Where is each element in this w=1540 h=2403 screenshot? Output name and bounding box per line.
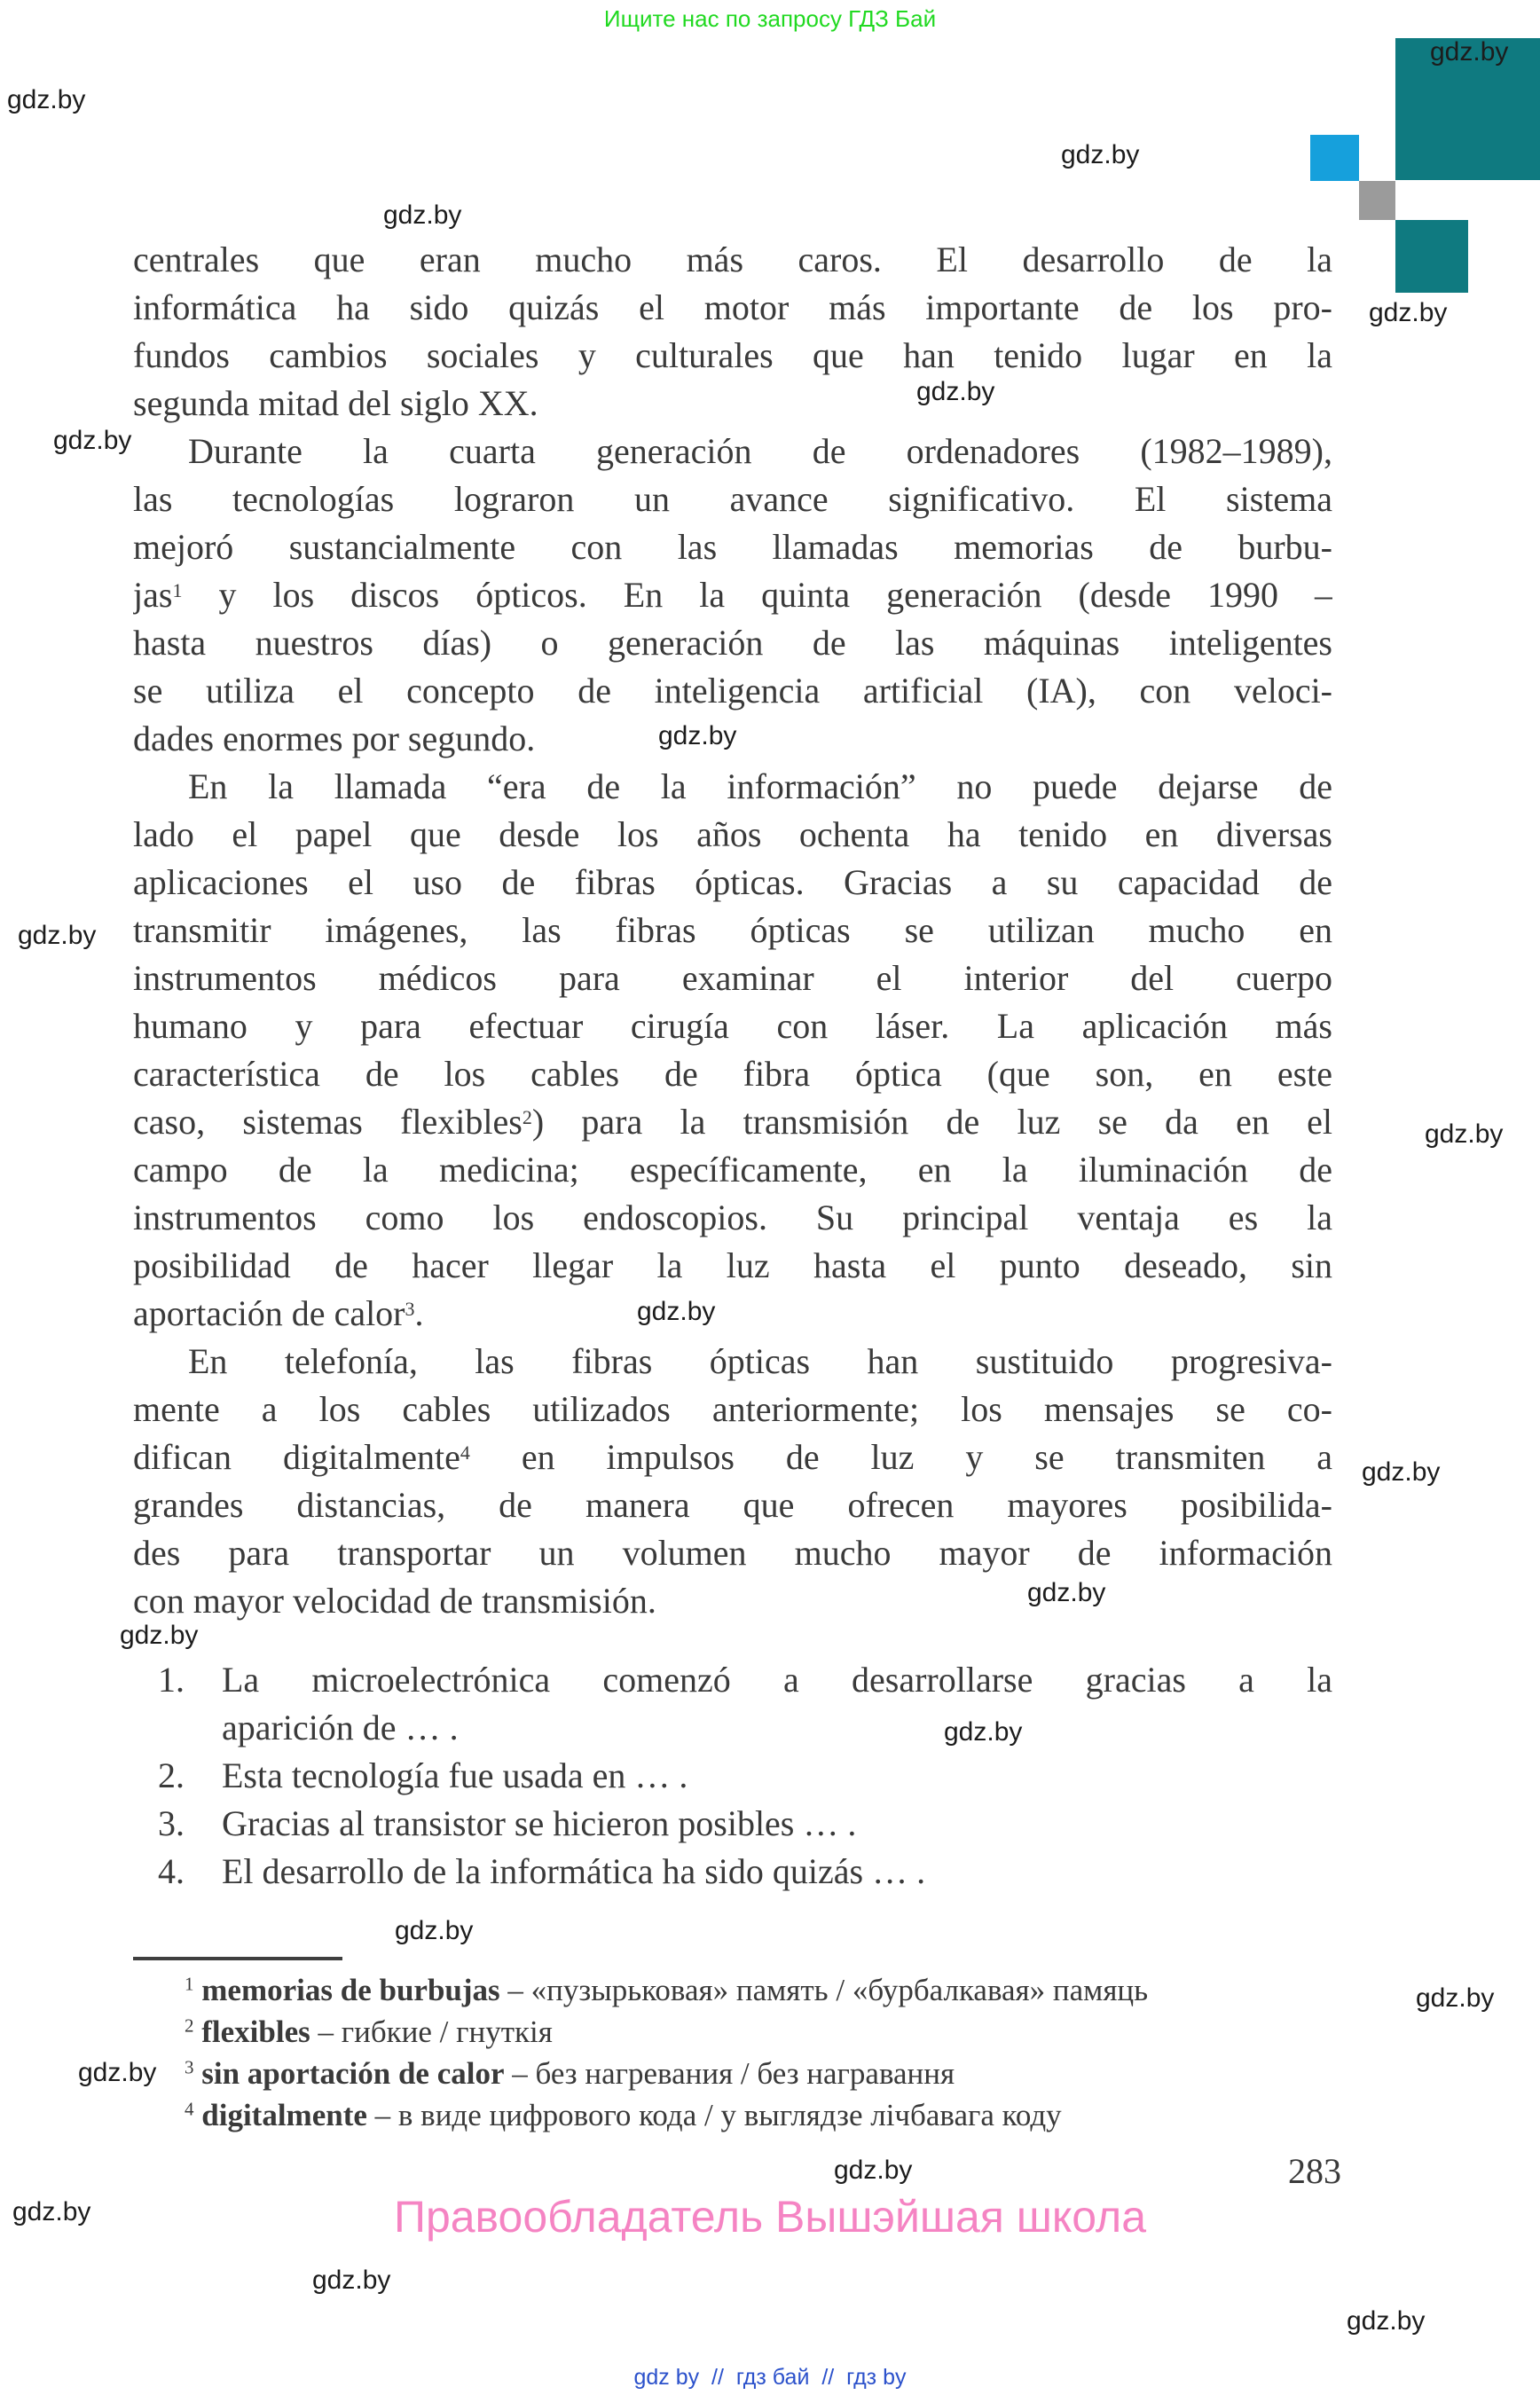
text-line: caso, sistemas flexibles$^2$) para la transmisión de luz se da en el [133, 1102, 1332, 1142]
watermark: gdz.by [1425, 1119, 1504, 1149]
text-column [133, 236, 1332, 1896]
list-item-text: Gracias al transistor se hicieron posibles … . [222, 1803, 857, 1843]
text-line: las tecnologías lograron un avance significativo. El sistema [133, 479, 1332, 519]
text-line: jas$^1$ y los discos ópticos. En la quinta generación (desde 1990 – [133, 575, 1332, 615]
list-item-text: El desarrollo de la informática ha sido quizás … . [222, 1851, 926, 1891]
footnote: $^4$ digitalmente – в виде цифрового кода / у выглядзе лічбавага коду [185, 2098, 1062, 2132]
footnote: $^1$ memorias de burbujas – «пузырьковая» память / «бурбалкавая» памяць [185, 1973, 1149, 2007]
text-line: característica de los cables de fibra óptica (que son, en este [133, 1054, 1332, 1094]
watermark: gdz.by [7, 85, 86, 114]
footnotes-list [133, 1969, 1332, 2136]
list-item-number: 2. [158, 1755, 185, 1795]
list-item-text: La microelectrónica comenzó a desarrollarse gracias a la [222, 1660, 1332, 1700]
text-line: hasta nuestros días) o generación de las máquinas inteligentes [133, 623, 1332, 663]
list-item-line [133, 1704, 1332, 1752]
text-line: transmitir imágenes, las fibras ópticas se utilizan mucho en [133, 910, 1332, 950]
text-line: En la llamada “era de la información” no puede dejarse de [188, 766, 1332, 806]
watermark: gdz.by [78, 2058, 157, 2087]
list-item-line [133, 1656, 1332, 1704]
list-item-number: 3. [158, 1803, 185, 1843]
text-line: segunda mitad del siglo XX. [133, 383, 538, 423]
text-line: instrumentos como los endoscopios. Su principal ventaja es la [133, 1198, 1332, 1237]
text-line: centrales que eran mucho más caros. El desarrollo de la [133, 240, 1332, 279]
text-line: mejoró sustancialmente con las llamadas memorias de burbu- [133, 527, 1332, 567]
watermark: gdz.by [12, 2197, 91, 2226]
text-line: aportación de calor$^3$. [133, 1293, 424, 1333]
list-item-number: 1. [158, 1660, 185, 1700]
list-item-text: aparición de … . [222, 1708, 459, 1747]
footnote: $^3$ sin aportación de calor – без нагревания / без награвання [185, 2056, 955, 2091]
text-line: grandes distancias, de manera que ofrecen mayores posibilida- [133, 1485, 1332, 1525]
text-line: humano y para efectuar cirugía con láser. La aplicación más [133, 1006, 1332, 1046]
text-line: Durante la cuarta generación de ordenadores (1982–1989), [188, 431, 1332, 471]
footer-links[interactable]: gdz by // гдз бай // гдз by [633, 2365, 907, 2390]
watermark: gdz.by [1027, 1578, 1106, 1607]
watermark: gdz.by [120, 1621, 199, 1650]
watermark: gdz.by [383, 200, 462, 230]
text-line: mente a los cables utilizados anteriormente; los mensajes se co- [133, 1389, 1332, 1429]
watermark: gdz.by [53, 426, 132, 455]
list-item-line [133, 1752, 1332, 1800]
watermark: gdz.by [916, 377, 995, 406]
footnote: $^2$ flexibles – гибкие / гнуткія [185, 2014, 553, 2049]
footnote-rule [133, 1957, 342, 1960]
watermark: gdz.by [1416, 1983, 1495, 2013]
watermark: gdz.by [1061, 140, 1140, 169]
text-line: En telefonía, las fibras ópticas han sustituido progresiva- [188, 1341, 1332, 1381]
watermark: gdz.by [18, 921, 97, 950]
text-line: posibilidad de hacer llegar la luz hasta el punto deseado, sin [133, 1245, 1332, 1285]
text-line: lado el papel que desde los años ochenta ha tenido en diversas [133, 814, 1332, 854]
list-item-line [133, 1800, 1332, 1848]
decor-gray-block [1359, 181, 1395, 220]
copyright-notice: Правообладатель Вышэйшая школа [394, 2192, 1146, 2242]
list-gap [133, 1625, 1332, 1656]
watermark: gdz.by [1369, 298, 1448, 327]
text-line: dades enormes por segundo. [133, 719, 536, 758]
decor-blue-block [1310, 135, 1359, 181]
watermark: gdz.by [395, 1916, 474, 1945]
footnotes-section [133, 1957, 1332, 2136]
list-item-text: Esta tecnología fue usada en … . [222, 1755, 688, 1795]
text-line: se utiliza el concepto de inteligencia artificial (IA), con veloci- [133, 671, 1332, 711]
text-line: informática ha sido quizás el motor más importante de los pro- [133, 287, 1332, 327]
watermark: gdz.by [1430, 37, 1509, 67]
text-line: aplicaciones el uso de fibras ópticas. Gracias a su capacidad de [133, 862, 1332, 902]
text-line: instrumentos médicos para examinar el interior del cuerpo [133, 958, 1332, 998]
list-item-line [133, 1848, 1332, 1896]
decor-teal-small-block [1395, 220, 1468, 293]
promo-banner: Ищите нас по запросу ГДЗ Бай [603, 5, 937, 32]
watermark: gdz.by [637, 1297, 716, 1326]
text-line: con mayor velocidad de transmisión. [133, 1581, 656, 1621]
page-number: 283 [1288, 2151, 1341, 2191]
list-item-number: 4. [158, 1851, 185, 1891]
text-line: fundos cambios sociales y culturales que han tenido lugar en la [133, 335, 1332, 375]
text-line: des para transportar un volumen mucho mayor de información [133, 1533, 1332, 1573]
watermark: gdz.by [834, 2156, 913, 2185]
text-line: campo de la medicina; específicamente, en la iluminación de [133, 1150, 1332, 1190]
watermark: gdz.by [1362, 1457, 1441, 1487]
watermark: gdz.by [658, 721, 737, 750]
watermark: gdz.by [944, 1717, 1023, 1747]
watermark: gdz.by [312, 2266, 391, 2295]
text-line: difican digitalmente$^4$ en impulsos de luz y se transmiten a [133, 1437, 1332, 1477]
watermark: gdz.by [1347, 2306, 1426, 2336]
